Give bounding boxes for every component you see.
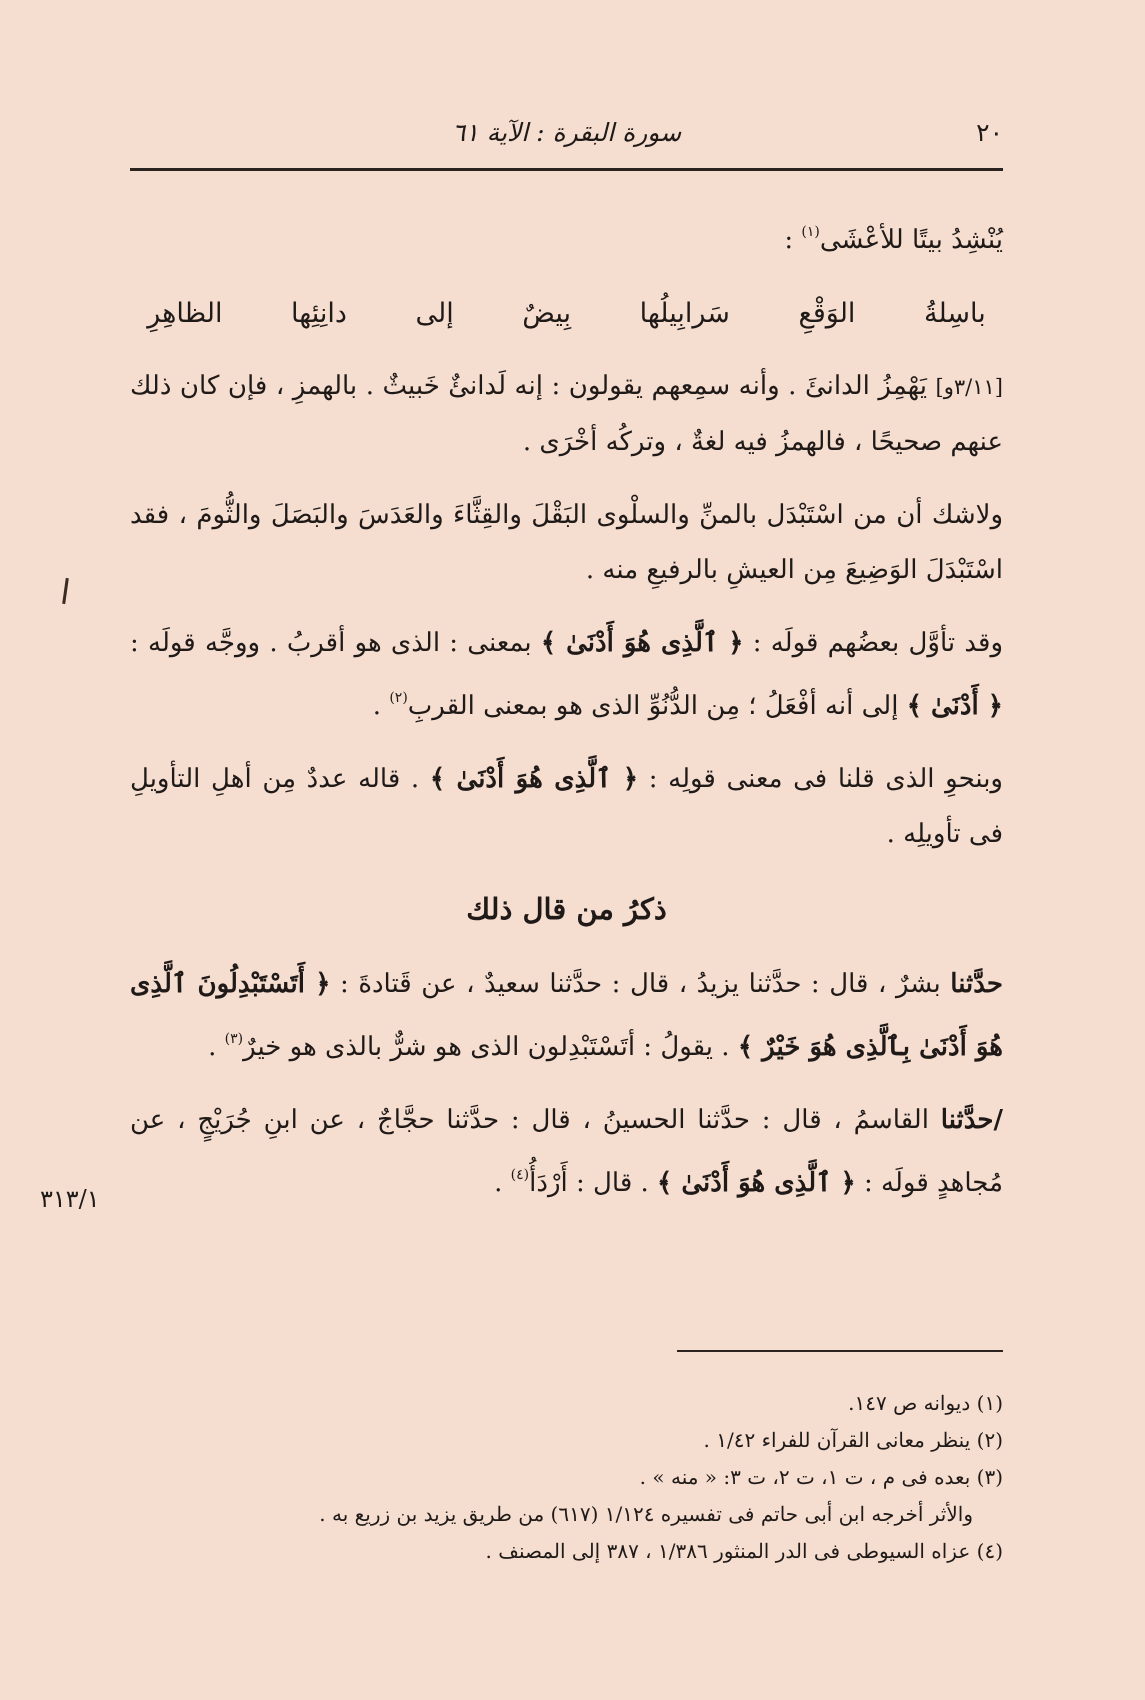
- paragraph-3: ولاشك أن من اسْتَبْدَل بالمنِّ والسلْوى البَقْلَ والقِثَّاءَ والعَدَسَ والبَصَلَ والثُّومَ ، فقد اسْتَبْدَلَ الوَضِيعَ مِن العيشِ بالرفيعِ منه .: [130, 500, 1003, 585]
- header-rule: [130, 168, 1003, 171]
- paragraph-1-text: يُنْشِدُ بيتًا للأعْشَى: [819, 225, 1003, 255]
- paragraph-2-text: يَهْمِزُ الدانئَ . وأنه سمِعهم يقولون : إنه لَدانئٌ خَبيثٌ . بالهمزِ ، فإن كان ذلك عنهم صحيحًا ، فالهمزُ فيه لغةٌ ، وتركُه أخْرَى .: [130, 371, 1003, 457]
- paragraph-7: [130, 1093, 1003, 1211]
- paragraph-4-end: .: [372, 691, 390, 721]
- paragraph-4-text-c: إلى أنه أفْعَلُ ؛ مِن الدُّنُوِّ الذى هو بمعنى القربِ: [407, 691, 907, 721]
- paragraph-2: [130, 359, 1003, 470]
- margin-reference: ٣١٣/١: [40, 1185, 100, 1213]
- paragraph-1-end: :: [784, 225, 802, 255]
- margin-pencil-mark: [62, 578, 69, 604]
- paragraph-7-text-b: . قال : أَرْدَأُ: [529, 1168, 658, 1198]
- quran-quote: ﴿ أَدْنَىٰ ﴾: [906, 691, 1003, 721]
- footnote-mark-1: (١): [801, 224, 820, 240]
- paragraph-6: [130, 957, 1003, 1075]
- paragraph-7-text-a: القاسمُ ، قال : حدَّثنا الحسينُ ، قال : حدَّثنا حجَّاجٌ ، عن ابنِ جُرَيْجٍ ، عن مُجاهدٍ قولَه :: [130, 1105, 1003, 1198]
- paragraph-1: [130, 205, 1003, 268]
- paragraph-6-text-b: . يقولُ : أتَسْتَبْدِلون الذى هو شرٌّ بالذى هو خيرٌ: [243, 1032, 738, 1062]
- paragraph-5-text-a: وبنحوِ الذى قلنا فى معنى قولِه :: [638, 764, 1003, 794]
- running-header: [130, 118, 1003, 160]
- paragraph-6-text-a: بشرٌ ، قال : حدَّثنا يزيدُ ، قال : حدَّثنا سعيدٌ ، عن قَتادةَ :: [330, 969, 951, 999]
- paragraph-4-text-a: وقد تأوَّل بعضُهم قولَه :: [743, 628, 1003, 658]
- footnote-mark-4: (٤): [510, 1167, 530, 1183]
- footnote-3-continuation: والأثر أخرجه ابن أبى حاتم فى تفسيره ١/١٢٤ (٦١٧) من طريق يزيد بن زريع به .: [319, 1502, 973, 1526]
- footnote-2: (٢) ينظر معانى القرآن للفراء ١/٤٢ .: [703, 1428, 1003, 1452]
- page-number: ٢٠: [976, 118, 1003, 147]
- footnotes: [200, 1385, 1003, 1570]
- footnote-4: (٤) عزاه السيوطى فى الدر المنثور ١/٣٨٦ ، ٣٨٧ إلى المصنف .: [485, 1539, 1003, 1563]
- isnad-lead: حدَّثنا: [940, 1105, 994, 1135]
- footnote-3: (٣) بعده فى م ، ت ١، ت ٢، ت ٣: « منه » .: [639, 1465, 1003, 1489]
- quran-quote: ﴿ ٱلَّذِى هُوَ أَدْنَىٰ ﴾: [429, 764, 639, 794]
- header-title: سورة البقرة : الآية ٦١: [451, 118, 682, 147]
- paragraph-7-end: .: [494, 1168, 511, 1198]
- poetry-verse: باسِلةُ الوَقْعِ سَرابِيلُها بِيضٌ إلى دانِئِها الظاهِرِ: [147, 298, 986, 329]
- quran-quote: ﴿ أَتَسْتَبْدِلُونَ ٱلَّذِى هُوَ أَدْنَىٰ بِٱلَّذِى هُوَ خَيْرٌ ﴾: [130, 969, 1003, 1062]
- footnote-rule: [677, 1350, 1003, 1352]
- footnote-mark-3: (٣): [224, 1031, 244, 1047]
- paragraph-5: [130, 752, 1003, 862]
- footnote-1: (١) ديوانه ص ١٤٧.: [848, 1391, 1003, 1415]
- page-break-slash: /: [993, 1105, 1003, 1135]
- footnote-mark-2: (٢): [389, 690, 408, 706]
- paragraph-4-text-b: بمعنى : الذى هو أقربُ . ووجَّه قولَه :: [130, 628, 541, 658]
- paragraph-4: [130, 616, 1003, 734]
- quran-quote: ﴿ ٱلَّذِى هُوَ أَدْنَىٰ ﴾: [657, 1168, 856, 1198]
- isnad-lead: حدَّثنا: [950, 969, 1003, 999]
- section-heading: ذكرُ من قال ذلك: [466, 892, 667, 926]
- paragraph-6-end: .: [208, 1032, 225, 1062]
- quran-quote: ﴿ ٱلَّذِى هُوَ أَدْنَىٰ ﴾: [540, 628, 744, 658]
- main-text: [130, 205, 1003, 1229]
- paragraph-5-text-b: . قاله عددٌ مِن أهلِ التأويلِ فى تأويلِه .: [130, 764, 1003, 849]
- manuscript-ref: [٣/١١و]: [935, 375, 1003, 399]
